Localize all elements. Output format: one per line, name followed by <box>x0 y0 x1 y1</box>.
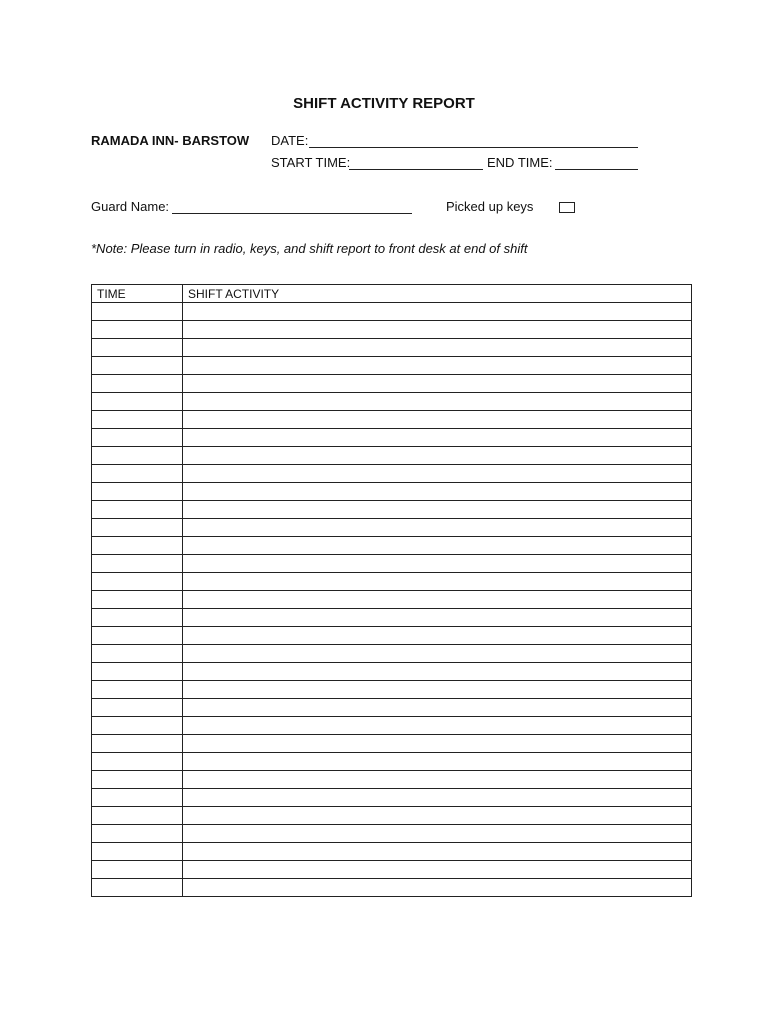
shift-activity-cell[interactable] <box>183 645 692 663</box>
time-cell[interactable] <box>92 861 183 879</box>
date-label: DATE: <box>271 133 309 148</box>
time-cell[interactable] <box>92 321 183 339</box>
time-cell[interactable] <box>92 771 183 789</box>
table-row <box>92 537 692 555</box>
shift-activity-cell[interactable] <box>183 447 692 465</box>
shift-activity-cell[interactable] <box>183 735 692 753</box>
shift-activity-cell[interactable] <box>183 573 692 591</box>
table-row <box>92 519 692 537</box>
time-cell[interactable] <box>92 663 183 681</box>
time-cell[interactable] <box>92 645 183 663</box>
shift-activity-cell[interactable] <box>183 681 692 699</box>
table-row <box>92 447 692 465</box>
time-cell[interactable] <box>92 375 183 393</box>
shift-activity-cell[interactable] <box>183 663 692 681</box>
shift-activity-cell[interactable] <box>183 717 692 735</box>
table-row <box>92 789 692 807</box>
table-row <box>92 303 692 321</box>
table-body <box>92 303 692 897</box>
table-row <box>92 393 692 411</box>
time-cell[interactable] <box>92 717 183 735</box>
table-row <box>92 699 692 717</box>
shift-activity-cell[interactable] <box>183 339 692 357</box>
shift-activity-cell[interactable] <box>183 519 692 537</box>
time-cell[interactable] <box>92 303 183 321</box>
time-cell[interactable] <box>92 339 183 357</box>
time-cell[interactable] <box>92 501 183 519</box>
time-cell[interactable] <box>92 393 183 411</box>
shift-activity-cell[interactable] <box>183 321 692 339</box>
table-row <box>92 339 692 357</box>
shift-activity-cell[interactable] <box>183 375 692 393</box>
shift-activity-cell[interactable] <box>183 411 692 429</box>
shift-activity-table <box>91 284 692 897</box>
time-cell[interactable] <box>92 465 183 483</box>
shift-activity-cell[interactable] <box>183 879 692 897</box>
time-cell[interactable] <box>92 447 183 465</box>
table-row <box>92 501 692 519</box>
time-cell[interactable] <box>92 519 183 537</box>
shift-activity-cell[interactable] <box>183 501 692 519</box>
picked-up-keys-checkbox[interactable] <box>559 202 575 213</box>
start-time-field[interactable] <box>349 169 483 170</box>
time-cell[interactable] <box>92 411 183 429</box>
table-header-row <box>92 285 692 303</box>
shift-activity-cell[interactable] <box>183 771 692 789</box>
table-row <box>92 807 692 825</box>
shift-activity-cell[interactable] <box>183 789 692 807</box>
shift-activity-cell[interactable] <box>183 807 692 825</box>
shift-activity-cell[interactable] <box>183 555 692 573</box>
table-row <box>92 465 692 483</box>
table-row <box>92 753 692 771</box>
table-row <box>92 735 692 753</box>
time-cell[interactable] <box>92 879 183 897</box>
shift-note: *Note: Please turn in radio, keys, and shift report to front desk at end of shift <box>91 241 528 256</box>
table-row <box>92 573 692 591</box>
shift-activity-cell[interactable] <box>183 609 692 627</box>
table-row <box>92 483 692 501</box>
time-cell[interactable] <box>92 843 183 861</box>
table-row <box>92 321 692 339</box>
table-row <box>92 591 692 609</box>
shift-activity-cell[interactable] <box>183 537 692 555</box>
picked-up-keys-label: Picked up keys <box>446 199 534 214</box>
time-cell[interactable] <box>92 537 183 555</box>
table-row <box>92 663 692 681</box>
shift-activity-cell[interactable] <box>183 591 692 609</box>
shift-activity-cell[interactable] <box>183 627 692 645</box>
time-cell[interactable] <box>92 555 183 573</box>
table-row <box>92 681 692 699</box>
table-row <box>92 645 692 663</box>
start-time-label: START TIME: <box>271 155 351 170</box>
time-cell[interactable] <box>92 573 183 591</box>
table-row <box>92 357 692 375</box>
table-row <box>92 627 692 645</box>
shift-activity-cell[interactable] <box>183 357 692 375</box>
date-field[interactable] <box>309 147 638 148</box>
time-cell[interactable] <box>92 807 183 825</box>
shift-activity-cell[interactable] <box>183 843 692 861</box>
time-cell[interactable] <box>92 627 183 645</box>
shift-activity-cell[interactable] <box>183 303 692 321</box>
time-cell[interactable] <box>92 735 183 753</box>
time-column-header: TIME <box>92 285 183 303</box>
end-time-field[interactable] <box>555 169 638 170</box>
time-cell[interactable] <box>92 699 183 717</box>
table-row <box>92 411 692 429</box>
table-row <box>92 555 692 573</box>
time-cell[interactable] <box>92 429 183 447</box>
time-cell[interactable] <box>92 609 183 627</box>
time-cell[interactable] <box>92 825 183 843</box>
shift-activity-cell[interactable] <box>183 699 692 717</box>
table-row <box>92 825 692 843</box>
table-row <box>92 375 692 393</box>
time-cell[interactable] <box>92 753 183 771</box>
page-title: SHIFT ACTIVITY REPORT <box>293 95 475 112</box>
table-row <box>92 879 692 897</box>
time-cell[interactable] <box>92 483 183 501</box>
time-cell[interactable] <box>92 789 183 807</box>
table-row <box>92 609 692 627</box>
table-row <box>92 861 692 879</box>
shift-activity-cell[interactable] <box>183 825 692 843</box>
shift-activity-cell[interactable] <box>183 753 692 771</box>
table-row <box>92 429 692 447</box>
shift-activity-cell[interactable] <box>183 861 692 879</box>
end-time-label: END TIME: <box>487 155 553 170</box>
guard-name-label: Guard Name: <box>91 199 170 214</box>
shift-activity-cell[interactable] <box>183 465 692 483</box>
shift-activity-column-header: SHIFT ACTIVITY <box>183 285 692 303</box>
guard-name-field[interactable] <box>172 213 412 214</box>
time-cell[interactable] <box>92 357 183 375</box>
shift-activity-cell[interactable] <box>183 483 692 501</box>
shift-activity-cell[interactable] <box>183 393 692 411</box>
location-label: RAMADA INN- BARSTOW <box>91 133 250 148</box>
table-row <box>92 771 692 789</box>
shift-activity-cell[interactable] <box>183 429 692 447</box>
time-cell[interactable] <box>92 681 183 699</box>
table-row <box>92 843 692 861</box>
time-cell[interactable] <box>92 591 183 609</box>
table-row <box>92 717 692 735</box>
